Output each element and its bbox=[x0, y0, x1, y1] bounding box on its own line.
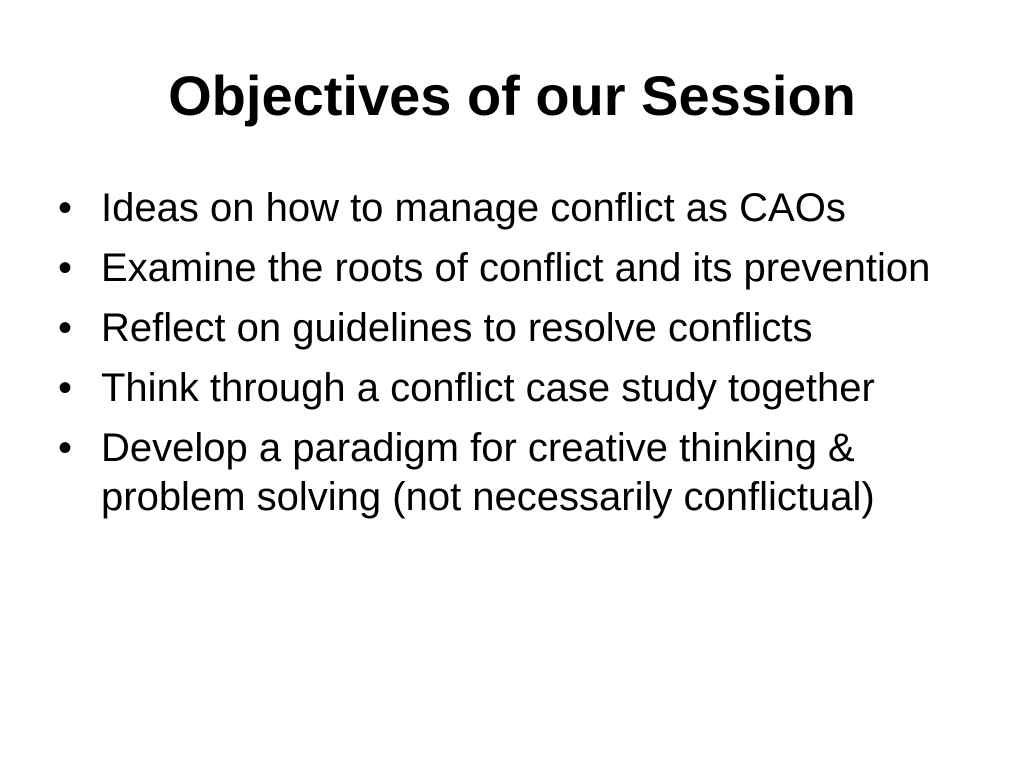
bullet-icon: • bbox=[58, 186, 73, 230]
bullet-text: Think through a conflict case study together bbox=[101, 366, 875, 410]
bullet-icon: • bbox=[58, 246, 73, 290]
bullet-list bbox=[58, 184, 978, 533]
slide-title: Objectives of our Session bbox=[168, 64, 856, 127]
bullet-item bbox=[58, 184, 978, 233]
bullet-item bbox=[58, 364, 978, 413]
bullet-icon: • bbox=[58, 306, 73, 350]
bullet-item bbox=[58, 244, 978, 293]
bullet-icon: • bbox=[58, 426, 73, 470]
bullet-text: Ideas on how to manage conflict as CAOs bbox=[101, 186, 846, 230]
bullet-text: Examine the roots of conflict and its prevention bbox=[101, 246, 931, 290]
bullet-item bbox=[58, 424, 978, 522]
bullet-item bbox=[58, 304, 978, 353]
bullet-text: Reflect on guidelines to resolve conflicts bbox=[101, 306, 813, 350]
bullet-text: Develop a paradigm for creative thinking & problem solving (not necessarily conflictual) bbox=[101, 426, 875, 519]
bullet-icon: • bbox=[58, 366, 73, 410]
